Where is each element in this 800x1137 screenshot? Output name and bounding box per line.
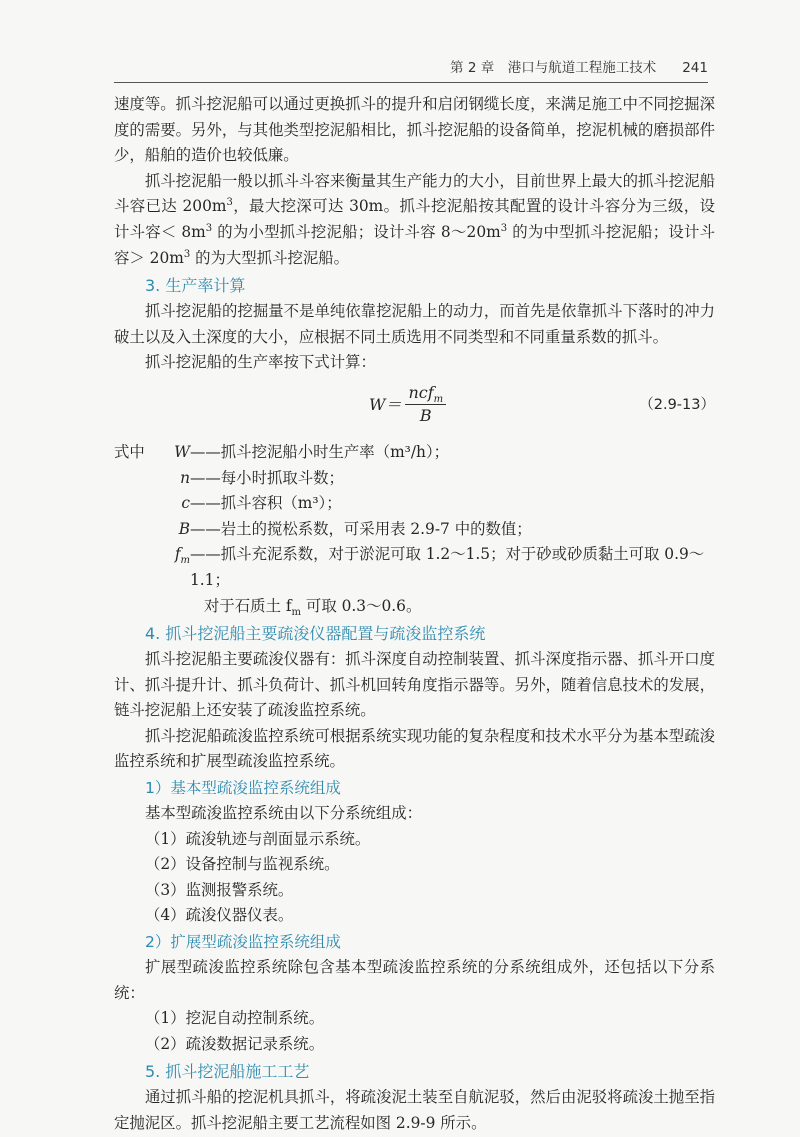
list-item: （3）监测报警系统。 [145,880,294,899]
paragraph: 速度等。抓斗挖泥船可以通过更换抓斗的提升和启闭钢缆长度，来满足施工中不同挖掘深度的需要。另外，与其他类型挖泥船相比，抓斗挖泥船的设备简单，挖泥机械的磨损部件少，船舶的造价也较低廉。 [114,95,715,165]
paragraph: 通过抓斗船的挖泥机具抓斗，将疏浚泥土装至自航泥驳，然后由泥驳将疏浚土抛至指定抛泥区。抓斗挖泥船主要工艺流程如图 2.9-9 所示。 [114,1088,715,1132]
subsection-heading-basic: 1）基本型疏浚监控系统组成 [145,779,341,798]
list-item: （1）疏浚轨迹与剖面显示系统。 [145,829,371,848]
definitions-label: 式中 [114,442,145,461]
list-item: （2）疏浚数据记录系统。 [145,1034,325,1053]
page-body [114,92,715,1137]
definition-row: c ——抓斗容积（m³）； [181,494,342,513]
formula-numerator: ncf$_m$ [405,382,446,405]
paragraph: 抓斗挖泥船的生产率按下式计算： [145,353,376,372]
list-item: （2）设备控制与监视系统。 [145,855,340,874]
formula [114,378,715,440]
list-item: （4）疏浚仪器仪表。 [145,906,294,925]
definition-continuation: 对于石质土 $f_m$ 可取 0.3～0.6。 [204,596,422,618]
section-heading-process: 5. 抓斗挖泥船施工工艺 [145,1062,310,1082]
definition-row: $f_m$ ——抓斗充泥系数，对于淤泥可取 1.2～1.5；对于砂或砂质黏土可取 0.9～1.1； [174,545,705,589]
section-heading-instruments: 4. 抓斗挖泥船主要疏浚仪器配置与疏浚监控系统 [145,624,486,644]
equation-number: （2.9-13） [639,396,715,413]
paragraph-bucket-capacity: 抓斗挖泥船一般以抓斗斗容来衡量其生产能力的大小，目前世界上最大的抓斗挖泥船斗容已达 $200m^3$，最大挖深可达 30m。抓斗挖泥船按其配置的设计斗容分为三级，设计斗容＜ $8m^3$ 的为小型抓斗挖泥船；设计斗容 $8\sim 20m^3$ 的为中型抓斗挖泥船；设计斗容＞ $20m^3$ 的为大型抓斗挖泥船。 [114,171,715,267]
section-heading-productivity: 3. 生产率计算 [145,276,246,296]
definition-row: n ——每小时抓取斗数； [180,468,344,487]
definition-row: B ——岩土的搅松系数，可采用表 2.9-7 中的数值； [178,519,532,538]
chapter-title: 第 2 章 港口与航道工程施工技术 [450,60,657,76]
formula-lhs: W＝ [369,394,402,414]
formula-definitions [114,440,715,619]
formula-denominator: B [419,405,432,425]
paragraph: 基本型疏浚监控系统由以下分系统组成： [145,804,423,823]
paragraph: 扩展型疏浚监控系统除包含基本型疏浚监控系统的分系统组成外，还包括以下分系统： [114,958,715,1002]
paragraph: 抓斗挖泥船疏浚监控系统可根据系统实现功能的复杂程度和技术水平分为基本型疏浚监控系统和扩展型疏浚监控系统。 [114,726,715,771]
paragraph: 抓斗挖泥船主要疏浚仪器有：抓斗深度自动控制装置、抓斗深度指示器、抓斗开口度计、抓斗提升计、抓斗负荷计、抓斗机回转角度指示器等。另外，随着信息技术的发展，链斗挖泥船上还安装了疏浚监控系统。 [114,650,715,720]
list-item: （1）挖泥自动控制系统。 [145,1009,325,1028]
running-header [114,56,708,83]
page-number: 241 [682,60,708,76]
definition-row: 式中 W ——抓斗挖泥船小时生产率（m³/h）； [114,440,715,466]
paragraph: 抓斗挖泥船的挖掘量不是单纯依靠挖泥船上的动力，而首先是依靠抓斗下落时的冲力破土以及入土深度的大小，应根据不同土质选用不同类型和不同重量系数的抓斗。 [114,302,715,346]
subsection-heading-extended: 2）扩展型疏浚监控系统组成 [145,933,341,952]
